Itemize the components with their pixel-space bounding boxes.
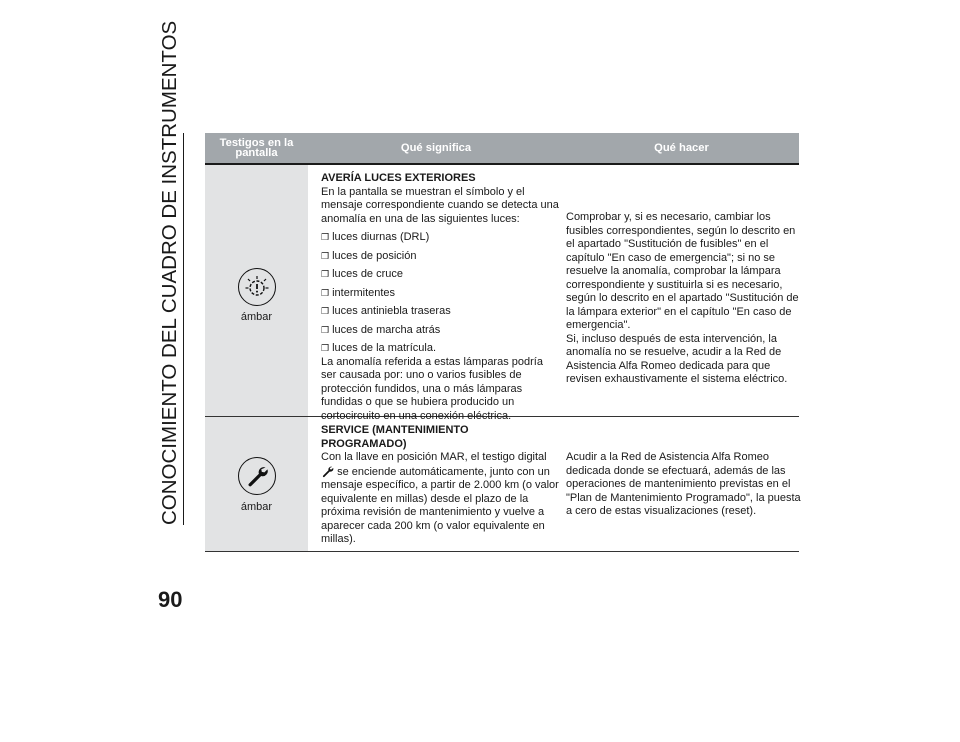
indicator-badge: [238, 268, 276, 306]
meaning-outro: La anomalía referida a estas lámparas podría ser causada por: uno o varios fusibles de protección fundidos, una o más lámparas fundidas o que se hubiera producido un cortocircuito en una conexión eléctrica.: [321, 355, 543, 422]
list-item: ❒ luces de posición: [321, 249, 417, 262]
list-item: ❒ luces de la matrícula.: [321, 342, 437, 354]
list-item: ❒ luces antiniebla traseras: [321, 305, 451, 317]
list-item: ❒ intermitentes: [321, 286, 396, 299]
action-text: Acudir a la Red de Asistencia Alfa Romeo dedicada donde se efectuará, además de las operaciones de mantenimiento previstas en el "Plan de Mantenimiento Programado", la puesta a cero de estas visualizaciones (reset).: [566, 451, 801, 517]
meaning-cell: [321, 424, 559, 547]
chapter-rule: [183, 133, 184, 525]
indicator-color-label: ámbar: [240, 501, 273, 513]
action-cell: [566, 211, 801, 387]
table-header: [205, 133, 799, 163]
list-item: ❒ luces diurnas (DRL): [321, 231, 430, 243]
meaning-text: Con la llave en posición MAR, el testigo digital se enciende automáticamente, junto con un mensaje específico, a partir de 2.000 km (o valor equivalente en millas) desde el plazo de la próxima revisión de mantenimiento y vuelve a aparecer cada 200 km (o valor equivalente en millas).: [321, 451, 559, 545]
chapter-title: CONOCIMIENTO DEL CUADRO DE INSTRUMENTOS: [158, 20, 181, 525]
indicator-badge: [238, 457, 276, 495]
table-row: [205, 165, 799, 422]
indicator-cell: [205, 165, 308, 416]
exterior-light-failure-icon: [244, 274, 270, 300]
meaning-cell: [321, 172, 559, 423]
table-row: [205, 417, 799, 552]
list-item: ❒ luces de cruce: [321, 268, 404, 280]
action-text-2: Si, incluso después de esta intervención, la anomalía no se resuelve, acudir a la Red de Asistencia Alfa Romeo dedicada para que revisen exhaustivamente el sistema eléctrico.: [566, 332, 788, 385]
header-indicators: Testigos en la pantalla: [219, 137, 294, 159]
page-number: 90: [158, 587, 183, 612]
row-title: AVERÍA LUCES EXTERIORES: [321, 172, 476, 184]
row-title-line2: PROGRAMADO): [321, 437, 407, 450]
list-item: ❒ luces de marcha atrás: [321, 323, 441, 336]
header-action: Qué hacer: [654, 142, 709, 154]
indicator-color-label: ámbar: [240, 311, 273, 323]
action-cell: [566, 451, 801, 519]
wrench-icon: [245, 464, 269, 488]
meaning-intro: En la pantalla se muestran el símbolo y el mensaje correspondiente cuando se detecta una anomalía en una de las siguientes luces:: [321, 185, 559, 225]
wrench-icon: [321, 465, 334, 478]
warning-lights-table: [205, 133, 799, 552]
row-title: SERVICE (MANTENIMIENTO: [321, 424, 469, 436]
action-text: Comprobar y, si es necesario, cambiar los fusibles correspondientes, según lo descrito en el apartado "Sustitución de fusibles" en el capítulo "En caso de emergencia"; si no se resuelve la anomalía, comprobar la lámpara correspondiente y sustituirla si es necesario, según lo descrito en el apartado "Sustitución de la lámpara exterior" en el capítulo "En caso de emergencia".: [566, 211, 799, 331]
header-meaning: Qué significa: [400, 142, 472, 154]
indicator-cell: [205, 417, 308, 551]
